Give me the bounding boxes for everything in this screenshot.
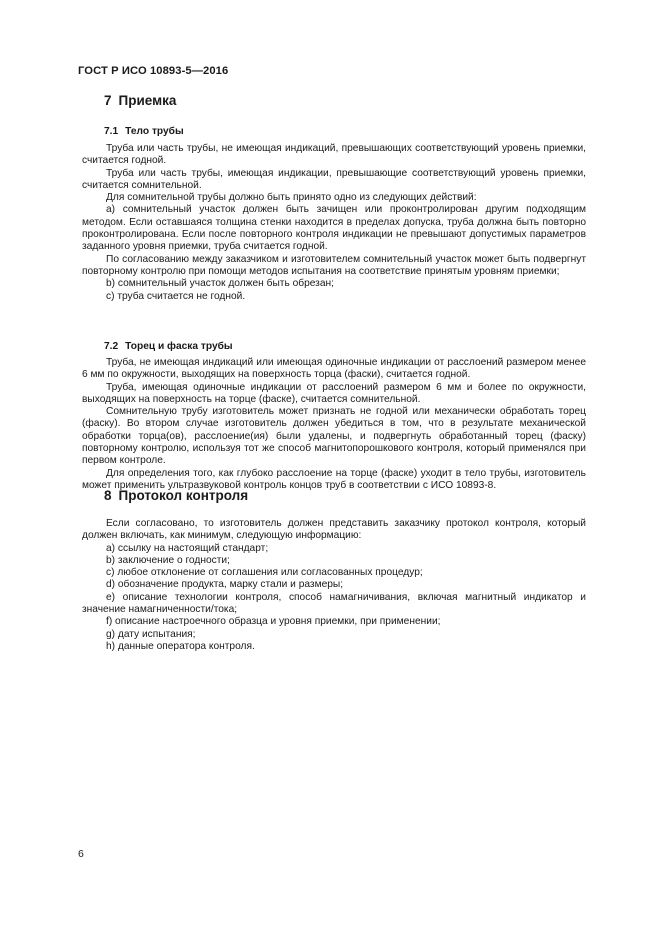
page-number: 6 bbox=[78, 848, 84, 860]
subsection-7-2-heading bbox=[104, 341, 233, 352]
subsection-7-2-title: Торец и фаска трубы bbox=[125, 341, 233, 352]
section-8-body bbox=[82, 518, 586, 653]
paragraph: По согласованию между заказчиком и изготовителем сомнительный участок может быть подвергнут повторному контролю при помощи методов испытания на соответствие принятым уровням приемки; bbox=[82, 253, 586, 277]
list-item: a) ссылку на настоящий стандарт; bbox=[106, 542, 269, 554]
subsection-7-2-number: 7.2 bbox=[104, 341, 119, 352]
list-item: a) сомнительный участок должен быть зачищен или проконтролирован другим подходящим методом. Если оставшаяся толщина стенки находится в пределах допуска, труба должна быть повторно проконтролирована. Если после повторного контроля индикации не превышают допустимых параметров заданного уровня приемки, труба считается годной. bbox=[82, 204, 586, 253]
section-7-number: 7 bbox=[104, 93, 112, 108]
list-item: g) дату испытания; bbox=[106, 628, 196, 640]
paragraph: Труба или часть трубы, имеющая индикации, превышающие соответствующий уровень приемки, считается сомнительной. bbox=[82, 167, 586, 191]
list-item: f) описание настроечного образца и уровня приемки, при применении; bbox=[106, 616, 441, 628]
paragraph: Если согласовано, то изготовитель должен представить заказчику протокол контроля, который должен включать, как минимум, следующую информацию: bbox=[82, 518, 586, 542]
subsection-7-1-body bbox=[82, 143, 586, 303]
list-item: b) заключение о годности; bbox=[106, 554, 230, 566]
list-item: d) обозначение продукта, марку стали и размеры; bbox=[106, 579, 344, 591]
list-item: c) любое отклонение от соглашения или согласованных процедур; bbox=[106, 567, 423, 579]
list-item: h) данные оператора контроля. bbox=[106, 640, 255, 652]
paragraph: Сомнительную трубу изготовитель может признать не годной или механически обработать торец (фаску). Во втором случае изготовитель должен убедиться в том, что в результате механической обработки торца(ов), расслоение(ия) были удалены, и подвергнуть обработанный торец (фаску) повторному контролю, используя тот же способ магнитопорошкового контроля, который применялся при первом контроле. bbox=[82, 406, 586, 467]
paragraph: Труба, не имеющая индикаций или имеющая одиночные индикации от расслоений размером менее 6 мм по окружности, выходящих на поверхность торца (фаски), считается годной. bbox=[82, 357, 586, 381]
section-7-title: Приемка bbox=[118, 93, 177, 108]
subsection-7-1-heading bbox=[104, 126, 184, 137]
subsection-7-1-title: Тело трубы bbox=[125, 126, 184, 137]
running-header: ГОСТ Р ИСО 10893-5—2016 bbox=[78, 65, 229, 77]
section-7-heading bbox=[104, 93, 176, 108]
paragraph: Для сомнительной трубы должно быть принято одно из следующих действий: bbox=[106, 192, 477, 204]
list-item: b) сомнительный участок должен быть обрезан; bbox=[106, 278, 334, 290]
paragraph: Труба, имеющая одиночные индикации от расслоений размером 6 мм и более по окружности, выходящих на поверхность на торце (фаске), считается сомнительной. bbox=[82, 381, 586, 405]
section-8-heading bbox=[104, 488, 248, 503]
paragraph: Труба или часть трубы, не имеющая индикаций, превышающих соответствующий уровень приемки, считается годной. bbox=[82, 143, 586, 167]
section-8-title: Протокол контроля bbox=[118, 488, 249, 503]
paragraph: Для определения того, как глубоко расслоение на торце (фаске) уходит в тело трубы, изготовитель может применить ультразвуковой контроль концов труб в соответствии с ИСО 10893-8. bbox=[82, 467, 586, 491]
subsection-7-1-number: 7.1 bbox=[104, 126, 119, 137]
section-8-number: 8 bbox=[104, 488, 112, 503]
subsection-7-2-body bbox=[82, 357, 586, 492]
list-item: c) труба считается не годной. bbox=[106, 290, 246, 302]
list-item: e) описание технологии контроля, способ намагничивания, включая магнитный индикатор и значение намагниченности/тока; bbox=[82, 591, 586, 616]
